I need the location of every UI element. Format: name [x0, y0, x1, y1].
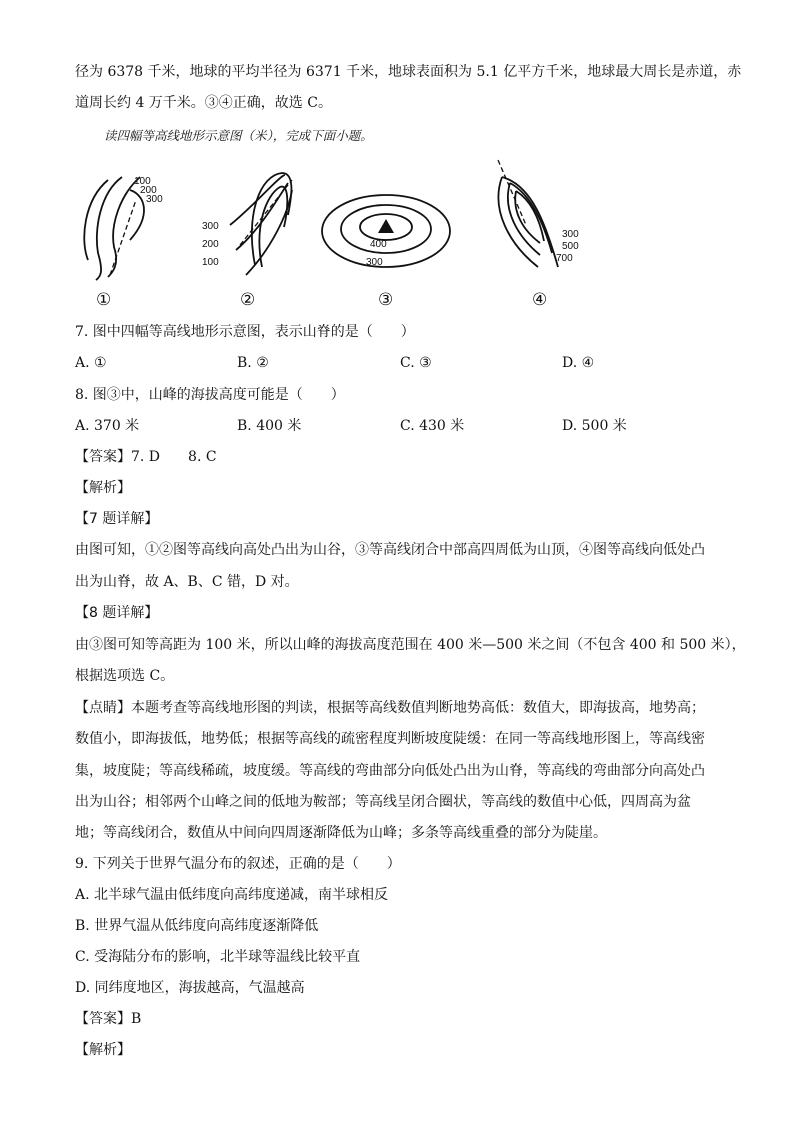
map3-label-300: 300: [366, 257, 383, 268]
q9-option-c: C. 受海陆分布的影响，北半球等温线比较平直: [75, 949, 361, 965]
dianjing-line-4: 出为山谷；相邻两个山峰之间的低地为鞍部；等高线呈闭合圈状，等高线的数值中心低，四周高为盆: [75, 794, 691, 810]
answer-9: [75, 1009, 141, 1029]
map4-label-300: 300: [562, 229, 579, 240]
map1-number: ①: [96, 290, 112, 309]
detail-7-tag: 【7 题详解】: [75, 511, 159, 527]
map2-label-200: 200: [202, 239, 219, 250]
map2-label-100: 100: [202, 257, 219, 268]
map1-label-200: 200: [140, 185, 157, 196]
q8-option-c: C. 430 米: [400, 418, 465, 434]
q8-stem: 8. 图③中，山峰的海拔高度可能是（ ）: [75, 387, 345, 403]
q9-option-d: D. 同纬度地区，海拔越高，气温越高: [75, 980, 305, 996]
map4-label-500: 500: [562, 241, 579, 252]
q7-stem: 7. 图中四幅等高线地形示意图，表示山脊的是（ ）: [75, 324, 415, 340]
answer-7-8: [75, 447, 217, 467]
contour-maps-figure: [70, 155, 590, 313]
dianjing-line-1: [75, 698, 705, 718]
map2-label-300: 300: [202, 221, 219, 232]
contour-map-4: [498, 160, 558, 267]
detail-8-tag: 【8 题详解】: [75, 605, 159, 621]
q7-option-d: D. ④: [562, 355, 595, 371]
q7-option-b: B. ②: [237, 355, 269, 371]
q9-option-a: A. 北半球气温由低纬度向高纬度递减，南半球相反: [75, 887, 389, 903]
peak-triangle-icon: [378, 219, 394, 233]
map4-label-700: 700: [556, 253, 573, 264]
dianjing-line-5: 地；等高线闭合，数值从中间向四周逐渐降低为山峰；多条等高线重叠的部分为陡崖。: [75, 825, 607, 841]
contour-map-2: [230, 173, 292, 275]
answer-tag: 【答案】: [75, 449, 131, 465]
map2-number: ②: [240, 290, 256, 309]
detail-7-line-1: 由图可知，①②图等高线向高处凸出为山谷，③等高线闭合中部高四周低为山顶，④图等高线向低处凸: [75, 542, 705, 558]
dianjing-line-3: 集，坡度陡；等高线稀疏，坡度缓。等高线的弯曲部分向低处凸出为山脊，等高线的弯曲部分向高处凸: [75, 763, 705, 779]
q9-stem: 9. 下列关于世界气温分布的叙述，正确的是（ ）: [75, 856, 401, 872]
map3-label-400: 400: [370, 239, 387, 250]
q8-option-a: A. 370 米: [75, 418, 140, 434]
analysis-9-tag: 【解析】: [75, 1042, 131, 1058]
analysis-tag: 【解析】: [75, 480, 131, 496]
dianjing-text-1: 本题考查等高线地形图的判读，根据等高线数值判断地势高低：数值大，即海拔高，地势高；: [131, 700, 705, 716]
dianjing-line-2: 数值小，即海拔低，地势低；根据等高线的疏密程度判断坡度陡缓：在同一等高线地形图上，等高线密: [75, 731, 705, 747]
answer-text: 7. D 8. C: [131, 449, 217, 465]
detail-8-line-2: 根据选项选 C。: [75, 668, 175, 684]
answer-9-text: B: [131, 1011, 142, 1027]
detail-7-line-2: 出为山脊，故 A、B、C 错，D 对。: [75, 574, 299, 590]
q8-option-b: B. 400 米: [237, 418, 302, 434]
q7-option-c: C. ③: [400, 355, 432, 371]
q8-option-d: D. 500 米: [562, 418, 627, 434]
intro-line-2: 道周长约 4 万千米。③④正确，故选 C。: [75, 95, 332, 111]
map1-label-100: 100: [134, 176, 151, 187]
map4-number: ④: [532, 290, 548, 309]
contour-map-1: [84, 177, 144, 280]
intro-line-1: 径为 6378 千米，地球的平均半径为 6371 千米，地球表面积为 5.1 亿平方千米，地球最大周长是赤道，赤: [75, 64, 742, 80]
answer-9-tag: 【答案】: [75, 1011, 131, 1027]
detail-8-line-1: 由③图可知等高距为 100 米，所以山峰的海拔高度范围在 400 米—500 米之间（不包含 400 和 500 米），: [75, 637, 746, 653]
q9-option-b: B. 世界气温从低纬度向高纬度逐渐降低: [75, 918, 319, 934]
figure-caption: 读四幅等高线地形示意图（米），完成下面小题。: [104, 128, 373, 143]
map1-label-300: 300: [146, 194, 163, 205]
q7-option-a: A. ①: [75, 355, 107, 371]
dianjing-tag: 【点睛】: [75, 700, 131, 716]
map3-number: ③: [378, 290, 394, 309]
